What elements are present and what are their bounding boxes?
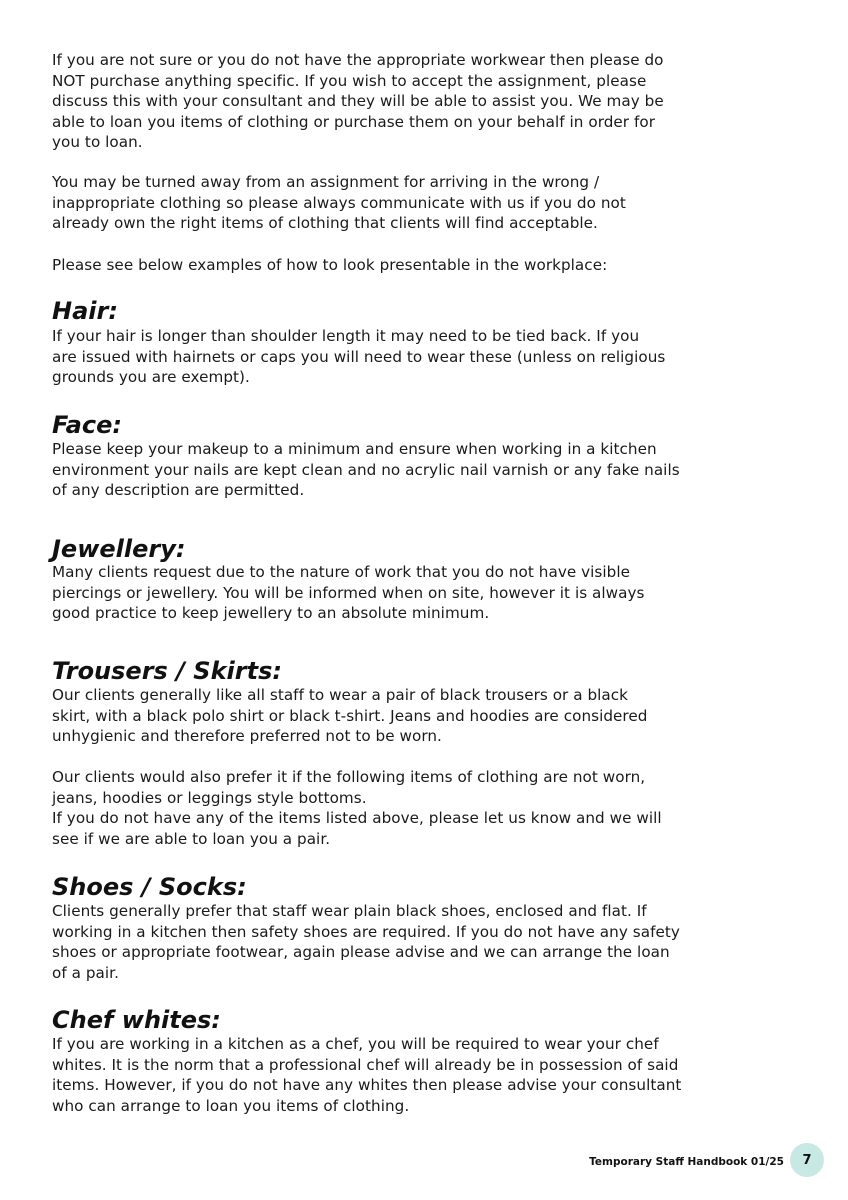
trousers-skirts-body-1: Our clients generally like all staff to wear a pair of black trousers or a black skirt, with a black polo shirt or black t-shirt. Jeans and hoodies are considered unhygienic and therefore preferred not to be worn. (52, 686, 648, 746)
jewellery-body: Many clients request due to the nature of work that you do not have visible piercings or jewellery. You will be informed when on site, however it is always good practice to keep jewellery to an absolute minimum. (52, 563, 645, 623)
trousers-skirts-body-2: Our clients would also prefer it if the following items of clothing are not worn, jeans, hoodies or leggings style bottoms. If you do not have any of the items listed above, please let us know and we will see if we are able to loan you a pair. (52, 768, 662, 848)
hair-heading: Hair: (52, 297, 118, 325)
page-number-badge: 7 (790, 1143, 824, 1177)
intro-paragraph-1: If you are not sure or you do not have the appropriate workwear then please do NOT purchase anything specific. If you wish to accept the assignment, please discuss this with your consultant and they will be able to assist you. We may be able to loan you items of clothing or purchase them on your behalf in order for you to loan. (52, 51, 664, 152)
handbook-footer-title: Temporary Staff Handbook 01/25 (589, 1156, 784, 1168)
face-heading: Face: (52, 411, 122, 439)
face-body: Please keep your makeup to a minimum and ensure when working in a kitchen environment your nails are kept clean and no acrylic nail varnish or any fake nails of any description are permitted. (52, 440, 680, 500)
jewellery-heading: Jewellery: (52, 535, 186, 563)
shoes-socks-heading: Shoes / Socks: (52, 873, 247, 901)
trousers-skirts-heading: Trousers / Skirts: (52, 657, 282, 685)
chef-whites-heading: Chef whites: (52, 1006, 221, 1034)
chef-whites-body: If you are working in a kitchen as a chef, you will be required to wear your chef whites. It is the norm that a professional chef will already be in possession of said items. However, if you do not have any whites then please advise your consultant who can arrange to loan you items of clothing. (52, 1035, 682, 1115)
intro-paragraph-2: You may be turned away from an assignment for arriving in the wrong / inappropriate clothing so please always communicate with us if you do not already own the right items of clothing that clients will find acceptable. (52, 173, 626, 233)
intro-paragraph-3: Please see below examples of how to look presentable in the workplace: (52, 256, 608, 274)
shoes-socks-body: Clients generally prefer that staff wear plain black shoes, enclosed and flat. If working in a kitchen then safety shoes are required. If you do not have any safety shoes or appropriate footwear, again please advise and we can arrange the loan of a pair. (52, 902, 680, 982)
hair-body: If your hair is longer than shoulder length it may need to be tied back. If you are issued with hairnets or caps you will need to wear these (unless on religious grounds you are exempt). (52, 327, 666, 387)
